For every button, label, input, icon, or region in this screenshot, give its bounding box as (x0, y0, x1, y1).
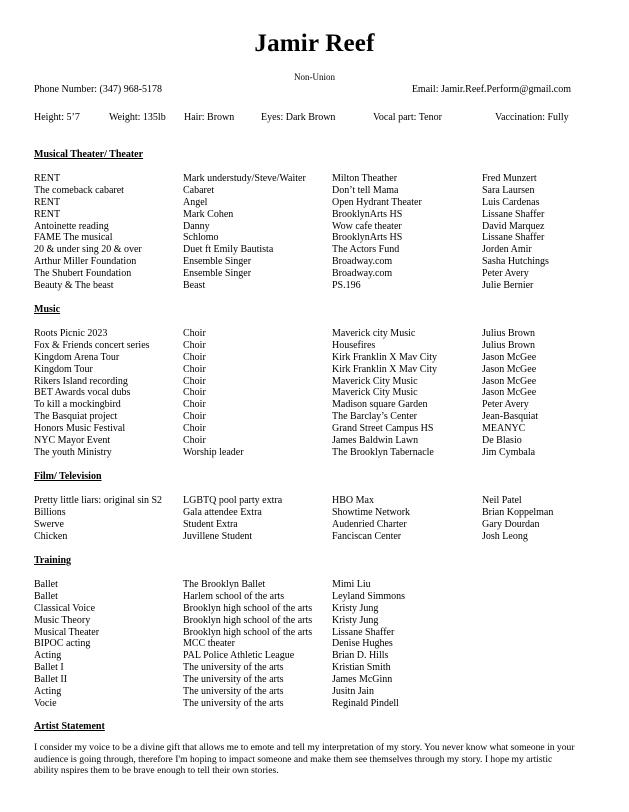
table-row (34, 399, 609, 411)
cell-production: The youth Ministry (34, 446, 112, 458)
table-row (34, 376, 609, 388)
stat-eyes: Eyes: Dark Brown (261, 112, 336, 123)
cell-director: De Blasio (482, 435, 522, 447)
cell-venue: James Baldwin Lawn (332, 435, 419, 447)
cell-production: Beauty & The beast (34, 280, 114, 292)
table-row (34, 411, 609, 423)
cell-production: Antoinette reading (34, 220, 109, 232)
cell-venue: PS.196 (332, 280, 361, 292)
cell-director: Peter Avery (482, 268, 529, 280)
cell-director: Gary Dourdan (482, 518, 540, 530)
cell-role: Choir (183, 328, 206, 339)
cell-director: Jason McGee (482, 351, 537, 363)
table-row (34, 328, 609, 340)
cell-school: The university of the arts (183, 697, 284, 709)
cell-director: Jason McGee (482, 387, 537, 399)
cell-venue: Wow cafe theater (332, 220, 402, 232)
section-heading-film: Film/ Television (34, 471, 102, 482)
cell-venue: Broadway.com (332, 256, 393, 268)
table-row (34, 232, 609, 244)
cell-venue: Broadway.com (332, 268, 393, 280)
table-row (34, 352, 609, 364)
table-row (34, 173, 609, 185)
cell-role: Choir (183, 375, 206, 387)
cell-role: Angel (183, 196, 208, 208)
section-heading-music: Music (34, 304, 61, 315)
cell-venue: The Actors Fund (332, 244, 400, 256)
cell-role: Student Extra (183, 518, 238, 530)
cell-venue: HBO Max (332, 495, 374, 506)
cell-role: Gala attendee Extra (183, 506, 262, 518)
cell-course: Vocie (34, 697, 57, 709)
cell-venue: BrooklynArts HS (332, 208, 403, 220)
cell-instructor: Denise Hughes (332, 638, 393, 650)
cell-school: Brooklyn high school of the arts (183, 614, 313, 626)
cell-role: Choir (183, 351, 206, 363)
cell-director: Lissane Shaffer (482, 232, 545, 244)
cell-production: To kill a mockingbird (34, 399, 121, 411)
film-table (34, 495, 609, 543)
cell-role: Mark Cohen (183, 208, 234, 220)
section-heading-training: Training (34, 555, 72, 566)
table-row (34, 244, 609, 256)
cell-instructor: Reginald Pindell (332, 697, 399, 709)
cell-role: LGBTQ pool party extra (183, 495, 283, 506)
cell-production: Pretty little liars: original sin S2 (34, 495, 163, 506)
cell-production: 20 & under sing 20 & over (34, 244, 142, 256)
cell-production: Roots Picnic 2023 (34, 328, 108, 339)
music-table (34, 328, 609, 459)
table-row (34, 531, 609, 543)
section-heading-statement: Artist Statement (34, 721, 105, 732)
cell-school: The university of the arts (183, 686, 284, 698)
cell-venue: Open Hydrant Theater (332, 196, 422, 208)
cell-instructor: Kristy Jung (332, 614, 379, 626)
cell-role: Choir (183, 423, 206, 435)
cell-school: The Brooklyn Ballet (183, 579, 266, 590)
cell-director: Josh Leong (482, 530, 528, 542)
cell-production: Swerve (34, 518, 64, 530)
cell-director: Jean-Basquiat (482, 411, 539, 423)
email-address: Email: Jamir.Reef.Perform@gmail.com (411, 84, 571, 95)
cell-school: PAL Police Athletic League (183, 650, 295, 662)
table-row (34, 579, 609, 591)
table-row (34, 650, 609, 662)
cell-production: RENT (34, 173, 61, 184)
cell-role: Choir (183, 411, 206, 423)
table-row (34, 591, 609, 603)
cell-director: Neil Patel (482, 495, 522, 506)
cell-school: Brooklyn high school of the arts (183, 626, 313, 638)
cell-production: Fox & Friends concert series (34, 339, 150, 351)
cell-director: Jim Cymbala (482, 446, 536, 458)
cell-production: Billions (34, 506, 66, 518)
cell-role: Choir (183, 339, 206, 351)
cell-production: Arthur Miller Foundation (34, 256, 137, 268)
cell-school: The university of the arts (183, 662, 284, 674)
section-heading-theater: Musical Theater/ Theater (34, 149, 144, 160)
cell-school: Harlem school of the arts (183, 590, 285, 602)
phone-number: Phone Number: (347) 968-5178 (34, 84, 163, 95)
table-row (34, 447, 609, 459)
table-row (34, 280, 609, 292)
cell-production: BET Awards vocal dubs (34, 387, 131, 399)
cell-venue: Maverick City Music (332, 387, 418, 399)
cell-venue: Audenried Charter (332, 518, 407, 530)
table-row (34, 603, 609, 615)
cell-instructor: Jusitn Jain (332, 686, 374, 698)
cell-venue: Milton Theather (332, 173, 398, 184)
table-row (34, 340, 609, 352)
table-row (34, 698, 609, 710)
table-row (34, 423, 609, 435)
table-row (34, 627, 609, 639)
cell-role: Juvillene Student (183, 530, 253, 542)
cell-role: Schlomo (183, 232, 219, 244)
cell-production: Honors Music Festival (34, 423, 126, 435)
resume-name: Jamir Reef (254, 30, 375, 57)
cell-production: Kingdom Arena Tour (34, 351, 120, 363)
cell-director: Julius Brown (482, 339, 536, 351)
cell-production: RENT (34, 196, 61, 208)
cell-course: Music Theory (34, 614, 91, 626)
cell-director: Sara Laursen (482, 184, 535, 196)
cell-director: Fred Munzert (482, 173, 537, 184)
cell-role: Ensemble Singer (183, 268, 252, 280)
cell-director: Julius Brown (482, 328, 536, 339)
table-row (34, 197, 609, 209)
cell-venue: Don’t tell Mama (332, 184, 399, 196)
cell-production: RENT (34, 208, 61, 220)
cell-venue: Maverick City Music (332, 375, 418, 387)
cell-role: Duet ft Emily Bautista (183, 244, 274, 256)
cell-venue: Maverick city Music (332, 328, 416, 339)
cell-director: Brian Koppelman (482, 506, 554, 518)
cell-instructor: Leyland Simmons (332, 590, 406, 602)
table-row (34, 674, 609, 686)
cell-venue: Housefires (332, 339, 376, 351)
table-row (34, 638, 609, 650)
cell-production: The Basquiat project (34, 411, 118, 423)
table-row (34, 686, 609, 698)
cell-course: Acting (34, 686, 62, 698)
theater-table (34, 173, 609, 292)
cell-director: Sasha Hutchings (482, 256, 549, 268)
table-row (34, 209, 609, 221)
table-row (34, 495, 609, 507)
cell-role: Choir (183, 387, 206, 399)
cell-role: Ensemble Singer (183, 256, 252, 268)
cell-instructor: Lissane Shaffer (332, 626, 395, 638)
cell-venue: The Barclay’s Center (332, 411, 417, 423)
union-status: Non-Union (294, 72, 335, 82)
cell-school: MCC theater (183, 638, 235, 650)
cell-director: MEANYC (482, 423, 526, 435)
table-row (34, 256, 609, 268)
cell-director: Jason McGee (482, 375, 537, 387)
cell-course: Ballet (34, 590, 58, 602)
cell-production: Chicken (34, 530, 68, 542)
cell-venue: BrooklynArts HS (332, 232, 403, 244)
cell-venue: Kirk Franklin X Mav City (332, 351, 437, 363)
cell-production: Kingdom Tour (34, 363, 93, 375)
cell-venue: Madison square Garden (332, 399, 428, 411)
cell-production: FAME The musical (34, 232, 113, 244)
stat-hair: Hair: Brown (184, 112, 235, 123)
cell-role: Danny (183, 220, 210, 232)
table-row (34, 387, 609, 399)
contact-line (34, 84, 571, 95)
cell-production: NYC Mayor Event (34, 435, 111, 447)
stat-weight: Weight: 135lb (109, 112, 166, 123)
table-row (34, 615, 609, 627)
cell-instructor: Mimi Liu (332, 579, 371, 590)
cell-role: Mark understudy/Steve/Waiter (183, 173, 306, 184)
cell-school: The university of the arts (183, 674, 284, 686)
cell-role: Choir (183, 435, 206, 447)
cell-venue: Kirk Franklin X Mav City (332, 363, 437, 375)
stat-vaccination: Vaccination: Fully (495, 112, 569, 123)
cell-role: Worship leader (183, 446, 244, 458)
cell-instructor: Kristy Jung (332, 602, 379, 614)
cell-venue: Fanciscan Center (332, 530, 402, 542)
cell-course: Classical Voice (34, 602, 96, 614)
table-row (34, 364, 609, 376)
training-table (34, 579, 609, 710)
cell-role: Choir (183, 399, 206, 411)
table-row (34, 435, 609, 447)
cell-director: Luis Cardenas (482, 196, 540, 208)
cell-role: Choir (183, 363, 206, 375)
cell-director: Jorden Amir (482, 244, 532, 256)
cell-venue: Grand Street Campus HS (332, 423, 434, 435)
cell-course: Musical Theater (34, 626, 100, 638)
cell-role: Cabaret (183, 184, 215, 196)
cell-venue: Showtime Network (332, 506, 411, 518)
artist-statement-text: I consider my voice to be a divine gift that allows me to emote and tell my interpretation of my story. You never know what someone in your audience is going through, therefore I'm hoping to impact someone and make them see themselves through my story. I hope my artistic ability nspires them to be brave enough to tell their own stories. (34, 742, 575, 776)
table-row (34, 185, 609, 197)
stat-vocal: Vocal part: Tenor (373, 112, 442, 123)
cell-role: Beast (183, 280, 206, 292)
cell-director: Lissane Shaffer (482, 208, 545, 220)
cell-production: The Shubert Foundation (34, 268, 132, 280)
cell-course: Ballet II (34, 674, 68, 686)
stat-height: Height: 5’7 (34, 112, 80, 123)
cell-director: Julie Bernier (482, 280, 534, 292)
cell-course: Ballet (34, 579, 58, 590)
cell-production: The comeback cabaret (34, 184, 124, 196)
cell-instructor: Kristian Smith (332, 662, 391, 674)
cell-venue: The Brooklyn Tabernacle (332, 446, 434, 458)
table-row (34, 662, 609, 674)
cell-course: Ballet I (34, 662, 64, 674)
cell-production: Rikers Island recording (34, 375, 128, 387)
cell-director: David Marquez (482, 220, 545, 232)
cell-school: Brooklyn high school of the arts (183, 602, 313, 614)
table-row (34, 221, 609, 233)
cell-course: Acting (34, 650, 62, 662)
cell-director: Peter Avery (482, 399, 529, 411)
cell-instructor: Brian D. Hills (332, 650, 389, 662)
cell-instructor: James McGinn (332, 674, 393, 686)
table-row (34, 519, 609, 531)
cell-course: BIPOC acting (34, 638, 91, 650)
table-row (34, 268, 609, 280)
cell-director: Jason McGee (482, 363, 537, 375)
table-row (34, 507, 609, 519)
